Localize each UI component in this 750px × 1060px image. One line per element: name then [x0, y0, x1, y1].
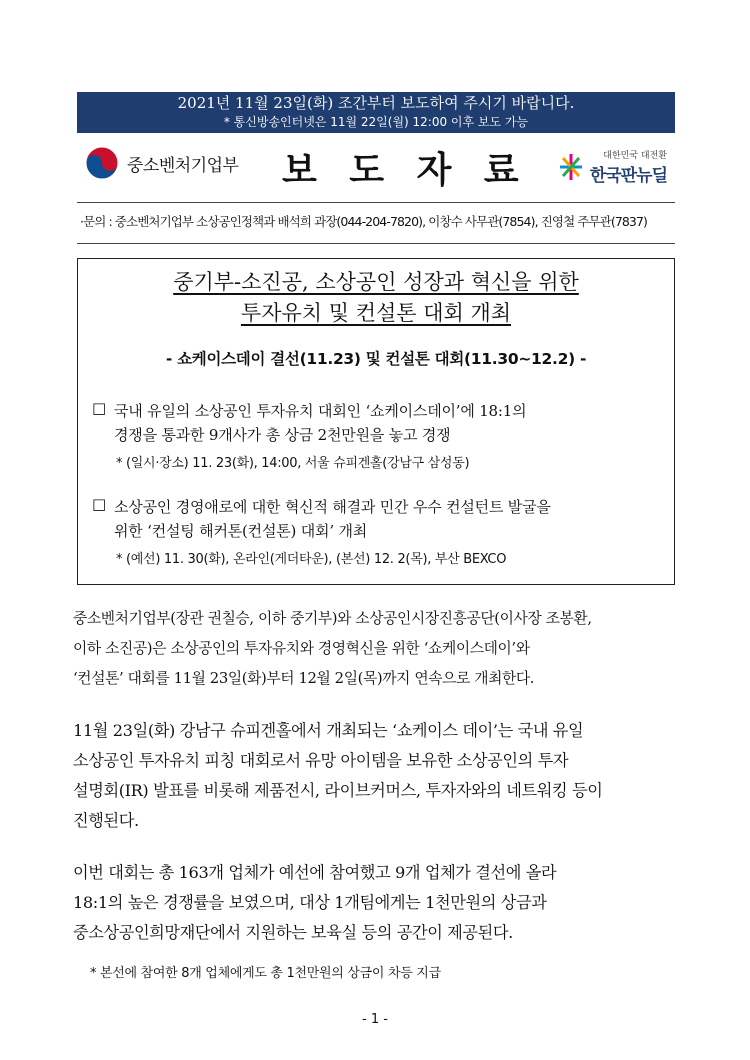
- summary-box: [77, 258, 675, 585]
- paragraph-line: 18:1의 높은 경쟁률을 보였으며, 대상 1개팀에게는 1천만원의 상금과: [73, 893, 547, 912]
- new-deal-emblem-icon: [558, 152, 584, 182]
- paragraph-line: 소상공인 투자유치 피칭 대회로서 유망 아이템을 보유한 소상공인의 투자: [73, 751, 569, 770]
- paragraph-line: 11월 23일(화) 강남구 슈피겐홀에서 개최되는 ‘쇼케이스 데이’는 국내 유일: [73, 721, 584, 740]
- subtitle: - 쇼케이스데이 결선(11.23) 및 컨설톤 대회(11.30~12.2) -: [165, 350, 587, 368]
- page-title: 보 도 자 료: [282, 149, 529, 191]
- footnote: * 본선에 참여한 8개 업체에게도 총 1천만원의 상금이 차등 지급: [90, 966, 441, 981]
- paragraph-line: 진행된다.: [73, 811, 139, 830]
- new-deal-name: 한국판뉴딜: [589, 166, 667, 186]
- ministry-name: 중소벤처기업부: [127, 155, 239, 176]
- summary-bullet: [92, 495, 662, 567]
- bullet-line: 위한 ‘컨설팅 해커톤(컨설톤) 대회’ 개최: [114, 522, 368, 540]
- bullet-line: 경쟁을 통과한 9개사가 총 상금 2천만원을 놓고 경쟁: [114, 426, 451, 444]
- body-paragraph-1: [73, 604, 679, 694]
- checkbox-square-icon: □: [92, 399, 107, 417]
- body-paragraph-2: [73, 716, 679, 836]
- header-divider: [77, 202, 675, 203]
- page-number: - 1 -: [362, 1012, 388, 1027]
- press-header: [77, 140, 675, 196]
- embargo-line-1: 2021년 11월 23일(화) 조간부터 보도하여 주시기 바랍니다.: [177, 94, 575, 112]
- paragraph-line: 이번 대회는 총 163개 업체가 예선에 참여했고 9개 업체가 결선에 올라: [73, 863, 557, 882]
- headline: [78, 267, 674, 329]
- bullet-line: 소상공인 경영애로에 대한 혁신적 해결과 민간 우수 컨설턴트 발굴을: [114, 498, 551, 516]
- embargo-line-2: * 통신방송인터넷은 11월 22일(월) 12:00 이후 보도 가능: [223, 115, 529, 129]
- bullet-note: * (예선) 11. 30(화), 온라인(게더타운), (본선) 12. 2(목), 부산 BEXCO: [116, 552, 507, 567]
- paragraph-line: 설명회(IR) 발표를 비롯해 제품전시, 라이브커머스, 투자자와의 네트워킹 등이: [73, 781, 603, 800]
- bullet-line: 국내 유일의 소상공인 투자유치 대회인 ‘쇼케이스데이’에 18:1의: [114, 402, 527, 420]
- bullet-note: * (일시·장소) 11. 23(화), 14:00, 서울 슈피겐홀(강남구 삼성동): [116, 456, 470, 471]
- headline-line-2: 투자유치 및 컨설톤 대회 개최: [240, 301, 512, 325]
- body-paragraph-3: [73, 858, 679, 948]
- contact-info: ·문의 : 중소벤처기업부 소상공인정책과 배석희 과장(044-204-7820), 이창수 사무관(7854), 진영철 주무관(7837): [80, 214, 648, 229]
- paragraph-line: ‘컨설톤’ 대회를 11월 23일(화)부터 12월 2일(목)까지 연속으로 개최한다.: [73, 670, 535, 687]
- ministry-logo: [85, 146, 238, 180]
- new-deal-logo: [558, 148, 667, 186]
- headline-line-1: 중기부-소진공, 소상공인 성장과 혁신을 위한: [173, 270, 579, 294]
- checkbox-square-icon: □: [92, 495, 107, 513]
- new-deal-slogan: 대한민국 대전환: [603, 151, 667, 161]
- paragraph-line: 이하 소진공)은 소상공인의 투자유치와 경영혁신을 위한 ‘쇼케이스데이’와: [73, 640, 530, 657]
- paragraph-line: 중소상공인희망재단에서 지원하는 보육실 등의 공간이 제공된다.: [73, 923, 513, 942]
- contact-divider: [77, 243, 675, 244]
- summary-bullet: [92, 399, 662, 471]
- embargo-banner: [77, 92, 675, 133]
- paragraph-line: 중소벤처기업부(장관 권칠승, 이하 중기부)와 소상공인시장진흥공단(이사장 조봉환,: [73, 610, 592, 627]
- taegeuk-icon: [85, 146, 119, 180]
